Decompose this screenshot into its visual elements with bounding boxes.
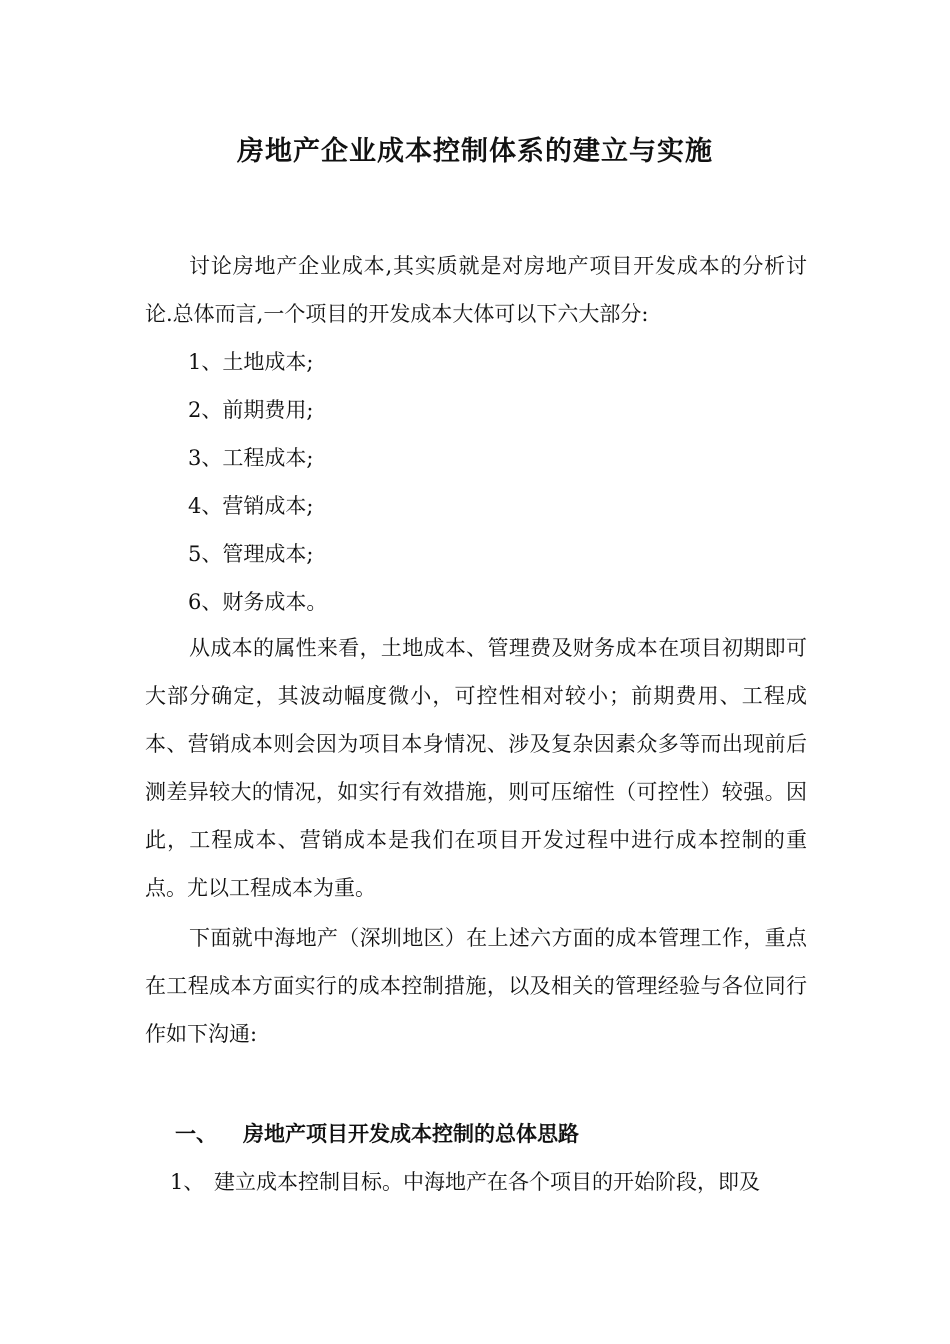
cost-item-finance: 6、财务成本。 — [188, 590, 328, 614]
cost-item-preliminary: 2、前期费用; — [188, 398, 314, 422]
transition-paragraph: 下面就中海地产（深圳地区）在上述六方面的成本管理工作，重点在工程成本方面实行的成本控制措施，以及相关的管理经验与各位同行作如下沟通: — [145, 926, 807, 1046]
analysis-paragraph: 从成本的属性来看，土地成本、管理费及财务成本在项目初期即可大部分确定，其波动幅度微小，可控性相对较小；前期费用、工程成本、营销成本则会因为项目本身情况、涉及复杂因素众多等而出现前后测差异较大的情况，如实行有效措施，则可压缩性（可控性）较强。因此，工程成本、营销成本是我们在项目开发过程中进行成本控制的重点。尤以工程成本为重。 — [145, 636, 807, 900]
cost-item-marketing: 4、营销成本; — [188, 494, 314, 518]
intro-paragraph: 讨论房地产企业成本,其实质就是对房地产项目开发成本的分析讨论.总体而言,一个项目的开发成本大体可以下六大部分: — [145, 254, 807, 326]
document-title: 房地产企业成本控制体系的建立与实施 — [237, 136, 713, 167]
sub-item-number: 1、 — [170, 1170, 205, 1194]
section-heading-one — [175, 1110, 579, 1158]
section-heading-text: 房地产项目开发成本控制的总体思路 — [243, 1122, 579, 1146]
section-number: 一、 — [175, 1122, 217, 1146]
cost-item-land: 1、土地成本; — [188, 350, 314, 374]
sub-item-one — [170, 1158, 810, 1206]
cost-item-engineering: 3、工程成本; — [188, 446, 314, 470]
sub-item-text: 建立成本控制目标。中海地产在各个项目的开始阶段，即及 — [214, 1170, 760, 1194]
cost-item-management: 5、管理成本; — [188, 542, 314, 566]
